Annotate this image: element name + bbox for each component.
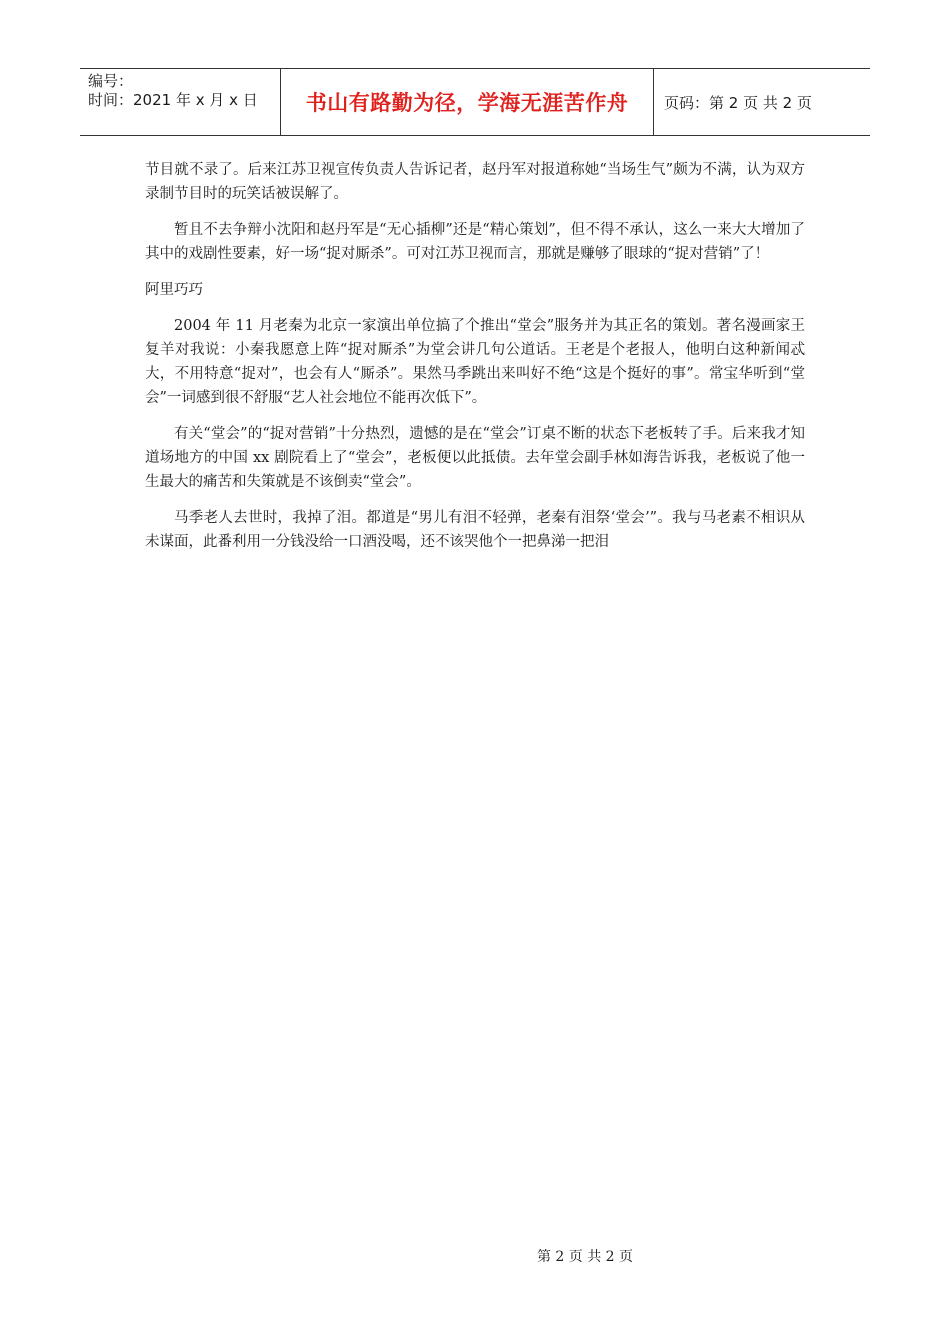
document-number-label: 编号： <box>88 72 134 90</box>
paragraph: 暂且不去争辩小沈阳和赵丹军是“无心插柳”还是“精心策划”，但不得不承认，这么一来大大增加了其中的戏剧性要素，好一场“捉对厮杀”。可对江苏卫视而言，那就是赚够了眼球的“捉对营销”了！ <box>145 222 805 262</box>
paragraph: 马季老人去世时，我掉了泪。都道是“男儿有泪不轻弹，老秦有泪祭‘堂会’”。我与马老素不相识从未谋面，此番利用一分钱没给一口酒没喝，还不该哭他个一把鼻涕一把泪 <box>145 510 805 550</box>
header-page-info: 页码：第 2 页 共 2 页 <box>664 93 812 112</box>
header-motto: 书山有路勤为径，学海无涯苦作舟 <box>281 69 654 135</box>
paragraph: 2004 年 11 月老秦为北京一家演出单位搞了个推出“堂会”服务并为其正名的策划。著名漫画家王复羊对我说：小秦我愿意上阵“捉对厮杀”为堂会讲几句公道话。王老是个老报人，他明白这种新闻忒大，不用特意“捉对”，也会有人“厮杀”。果然马季跳出来叫好不绝“这是个挺好的事”。常宝华听到“堂会”一词感到很不舒服“艺人社会地位不能再次低下”。 <box>145 318 805 406</box>
page-footer: 第 2 页 共 2 页 <box>536 1249 634 1265</box>
document-header <box>80 68 870 136</box>
document-body <box>145 158 805 566</box>
section-heading: 阿里巧巧 <box>145 282 203 298</box>
paragraph: 有关“堂会”的“捉对营销”十分热烈，遗憾的是在“堂会”订桌不断的状态下老板转了手。后来我才知道场地方的中国 xx 剧院看上了“堂会”，老板便以此抵债。去年堂会副手林如海告诉我，老板说了他一生最大的痛苦和失策就是不该倒卖“堂会”。 <box>145 426 805 490</box>
paragraph-continuation: 节目就不录了。后来江苏卫视宣传负责人告诉记者，赵丹军对报道称她“当场生气”颇为不满，认为双方录制节目时的玩笑话被误解了。 <box>145 162 805 202</box>
header-meta <box>80 69 281 135</box>
document-date: 时间：2021 年 x 月 x 日 <box>88 91 258 109</box>
